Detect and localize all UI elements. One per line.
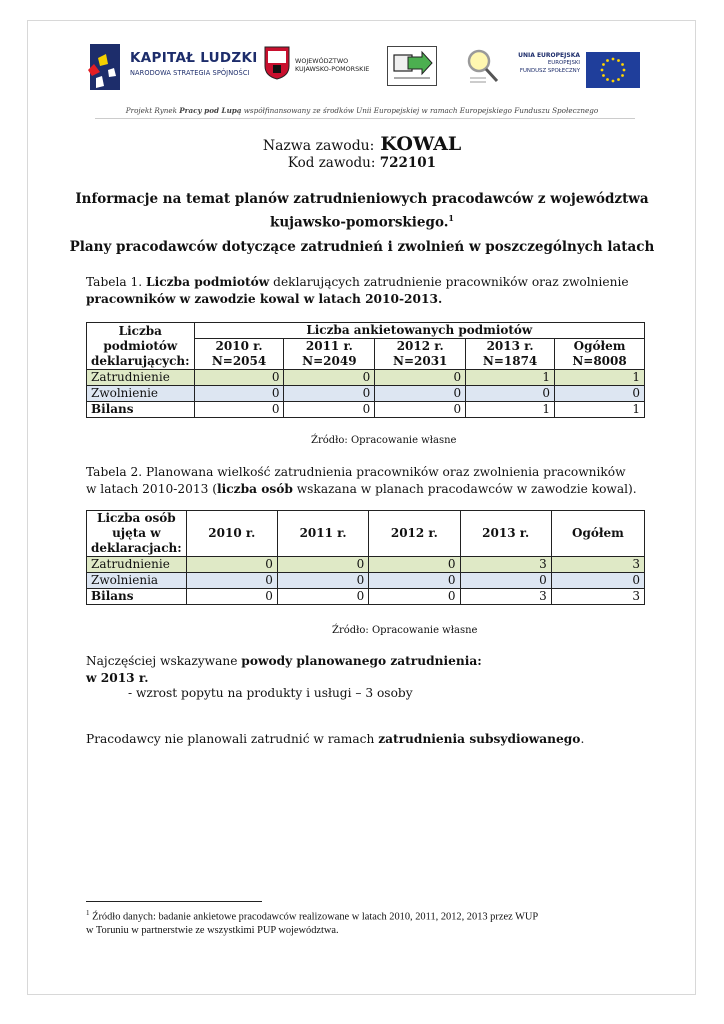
table-cell: 0 <box>277 573 368 589</box>
table-cell: 0 <box>375 402 466 418</box>
table-row <box>87 386 645 402</box>
table-cell: 0 <box>277 589 368 605</box>
wojewodztwo-line1: WOJEWÓDZTWO <box>295 57 349 65</box>
table-cell: 0 <box>284 370 375 386</box>
table2-source: Źródło: Opracowanie własne <box>332 625 478 636</box>
kapital-ludzki-subtitle: NARODOWA STRATEGIA SPÓJNOŚCI <box>130 69 250 77</box>
kapital-ludzki-star-icon <box>84 42 122 92</box>
table1-col-header: 2010 r. N=2054 <box>194 339 284 370</box>
table2-col-header: 2011 r. <box>277 511 368 557</box>
table-cell: 0 <box>194 370 284 386</box>
ue-logo <box>514 52 640 88</box>
table1-caption: Tabela 1. Liczba podmiotów deklarujących zatrudnienie pracowników oraz zwolnienie pracowników w zawodzie kowal w latach 2010-2013. <box>86 275 629 306</box>
table-cell: 3 <box>460 557 551 573</box>
table-cell: 1 <box>466 370 555 386</box>
table-cell: 0 <box>186 573 277 589</box>
table2-col-header: 2012 r. <box>369 511 460 557</box>
wojewodztwo-shield-icon <box>264 46 290 80</box>
table-cell: 0 <box>555 386 645 402</box>
project-line: Projekt Rynek Pracy pod Lupą współfinansowany ze środków Unii Europejskiej w ramach Europejskiego Funduszu Społecznego <box>125 106 599 115</box>
row-label: Zatrudnienie <box>87 557 187 573</box>
subsidized-paragraph: Pracodawcy nie planowali zatrudnić w ramach zatrudnienia subsydiowanego. <box>86 732 585 746</box>
eu-star-icon <box>602 74 605 77</box>
job-code-value: 722101 <box>379 155 437 171</box>
eu-star-icon <box>617 78 620 81</box>
footnote-line1: Źródło danych: badanie ankietowe pracodawców realizowane w latach 2010, 2011, 2012, 2013 przez WUP <box>92 911 539 923</box>
table-cell: 0 <box>369 557 460 573</box>
table2-col-header: 2010 r. <box>186 511 277 557</box>
row-label: Zwolnienia <box>87 573 187 589</box>
table-cell: 1 <box>555 402 645 418</box>
logo-bar <box>84 40 644 100</box>
eu-star-icon <box>617 59 620 62</box>
wup-logo <box>387 46 437 86</box>
table2-col-header: 2013 r. <box>460 511 551 557</box>
table-cell: 3 <box>460 589 551 605</box>
table2-caption: Tabela 2. Planowana wielkość zatrudnienia pracowników oraz zwolnienia pracowników w latach 2010-2013 (liczba osób wskazana w planach pracodawców w zawodzie kowal). <box>86 465 637 496</box>
eu-star-icon <box>602 63 605 66</box>
eu-star-icon <box>601 69 604 72</box>
table-cell: 0 <box>284 386 375 402</box>
rynek-pracy-logo <box>464 48 504 86</box>
footnote-line2: w Toruniu w partnerstwie ze wszystkimi PUP województwa. <box>86 925 339 937</box>
table-cell: 0 <box>186 557 277 573</box>
job-code-label: Kod zawodu: <box>287 155 376 171</box>
table-cell: 0 <box>186 589 277 605</box>
table-cell: 1 <box>555 370 645 386</box>
table-cell: 0 <box>194 386 284 402</box>
footnote-mark: 1 <box>86 909 90 917</box>
table2-col-header: Ogółem <box>551 511 644 557</box>
info-heading <box>0 190 724 233</box>
wojewodztwo-line2: KUJAWSKO-POMORSKIE <box>295 65 370 73</box>
table-cell: 0 <box>375 370 466 386</box>
eu-star-icon <box>621 63 624 66</box>
job-name-label: Nazwa zawodu: <box>262 138 375 154</box>
table1-col-header: Ogółem N=8008 <box>555 339 645 370</box>
table-cell: 0 <box>466 386 555 402</box>
table1-col-header: 2013 r. N=1874 <box>466 339 555 370</box>
wojewodztwo-logo <box>264 46 379 90</box>
table-row <box>87 402 645 418</box>
reasons-paragraph: Najczęściej wskazywane powody planowanego zatrudnienia: w 2013 r. <box>86 654 482 685</box>
table-row <box>87 557 645 573</box>
table1-source: Źródło: Opracowanie własne <box>311 435 457 446</box>
info-heading-line2: kujawsko-pomorskiego.$^1$ <box>270 213 454 231</box>
table-cell: 0 <box>369 589 460 605</box>
table1-corner-header: Liczba podmiotów deklarujących: <box>87 323 195 370</box>
table-cell: 1 <box>466 402 555 418</box>
row-label: Zwolnienie <box>87 386 195 402</box>
table1-group-header: Liczba ankietowanych podmiotów <box>194 323 644 339</box>
eu-star-icon <box>621 74 624 77</box>
table1-col-header: 2011 r. N=2049 <box>284 339 375 370</box>
table-cell: 0 <box>194 402 284 418</box>
eu-flag-icon <box>586 52 640 88</box>
eu-star-icon <box>623 69 626 72</box>
table-cell: 0 <box>551 573 644 589</box>
table-cell: 3 <box>551 557 644 573</box>
table-row <box>87 370 645 386</box>
reason-item: - wzrost popytu na produkty i usługi – 3 osoby <box>128 686 413 700</box>
magnifier-icon <box>464 48 504 86</box>
wup-arrow-icon <box>388 47 436 85</box>
eu-star-icon <box>606 59 609 62</box>
eu-star-icon <box>612 58 615 61</box>
table-cell: 0 <box>460 573 551 589</box>
job-code <box>0 155 724 171</box>
info-footnote-ref[interactable]: 1 <box>448 213 454 223</box>
kapital-ludzki-logo <box>84 42 259 92</box>
kapital-ludzki-title: KAPITAŁ LUDZKI <box>130 50 258 66</box>
footnote-rule <box>86 901 262 902</box>
project-rule <box>95 118 635 119</box>
footnote <box>86 906 646 938</box>
table-cell: 0 <box>277 557 368 573</box>
table2 <box>86 510 645 605</box>
table1 <box>86 322 645 418</box>
table-cell: 0 <box>375 386 466 402</box>
job-name-value: KOWAL <box>380 133 462 155</box>
ue-line2: EUROPEJSKI <box>547 60 580 67</box>
table-row <box>87 573 645 589</box>
table-cell: 0 <box>369 573 460 589</box>
ue-line1: UNIA EUROPEJSKA <box>518 52 580 59</box>
table-cell: 0 <box>284 402 375 418</box>
row-label: Bilans <box>87 402 195 418</box>
table-row <box>87 589 645 605</box>
row-label: Bilans <box>87 589 187 605</box>
info-heading-line1: Informacje na temat planów zatrudnieniowych pracodawców z województwa <box>75 191 649 207</box>
eu-star-icon <box>612 80 615 83</box>
eu-star-icon <box>606 78 609 81</box>
table-cell: 3 <box>551 589 644 605</box>
ue-line3: FUNDUSZ SPOŁECZNY <box>519 67 580 74</box>
job-name <box>0 133 724 155</box>
plans-heading: Plany pracodawców dotyczące zatrudnień i zwolnień w poszczególnych latach <box>69 239 655 255</box>
row-label: Zatrudnienie <box>87 370 195 386</box>
table2-corner-header: Liczba osób ujęta w deklaracjach: <box>87 511 187 557</box>
table1-col-header: 2012 r. N=2031 <box>375 339 466 370</box>
